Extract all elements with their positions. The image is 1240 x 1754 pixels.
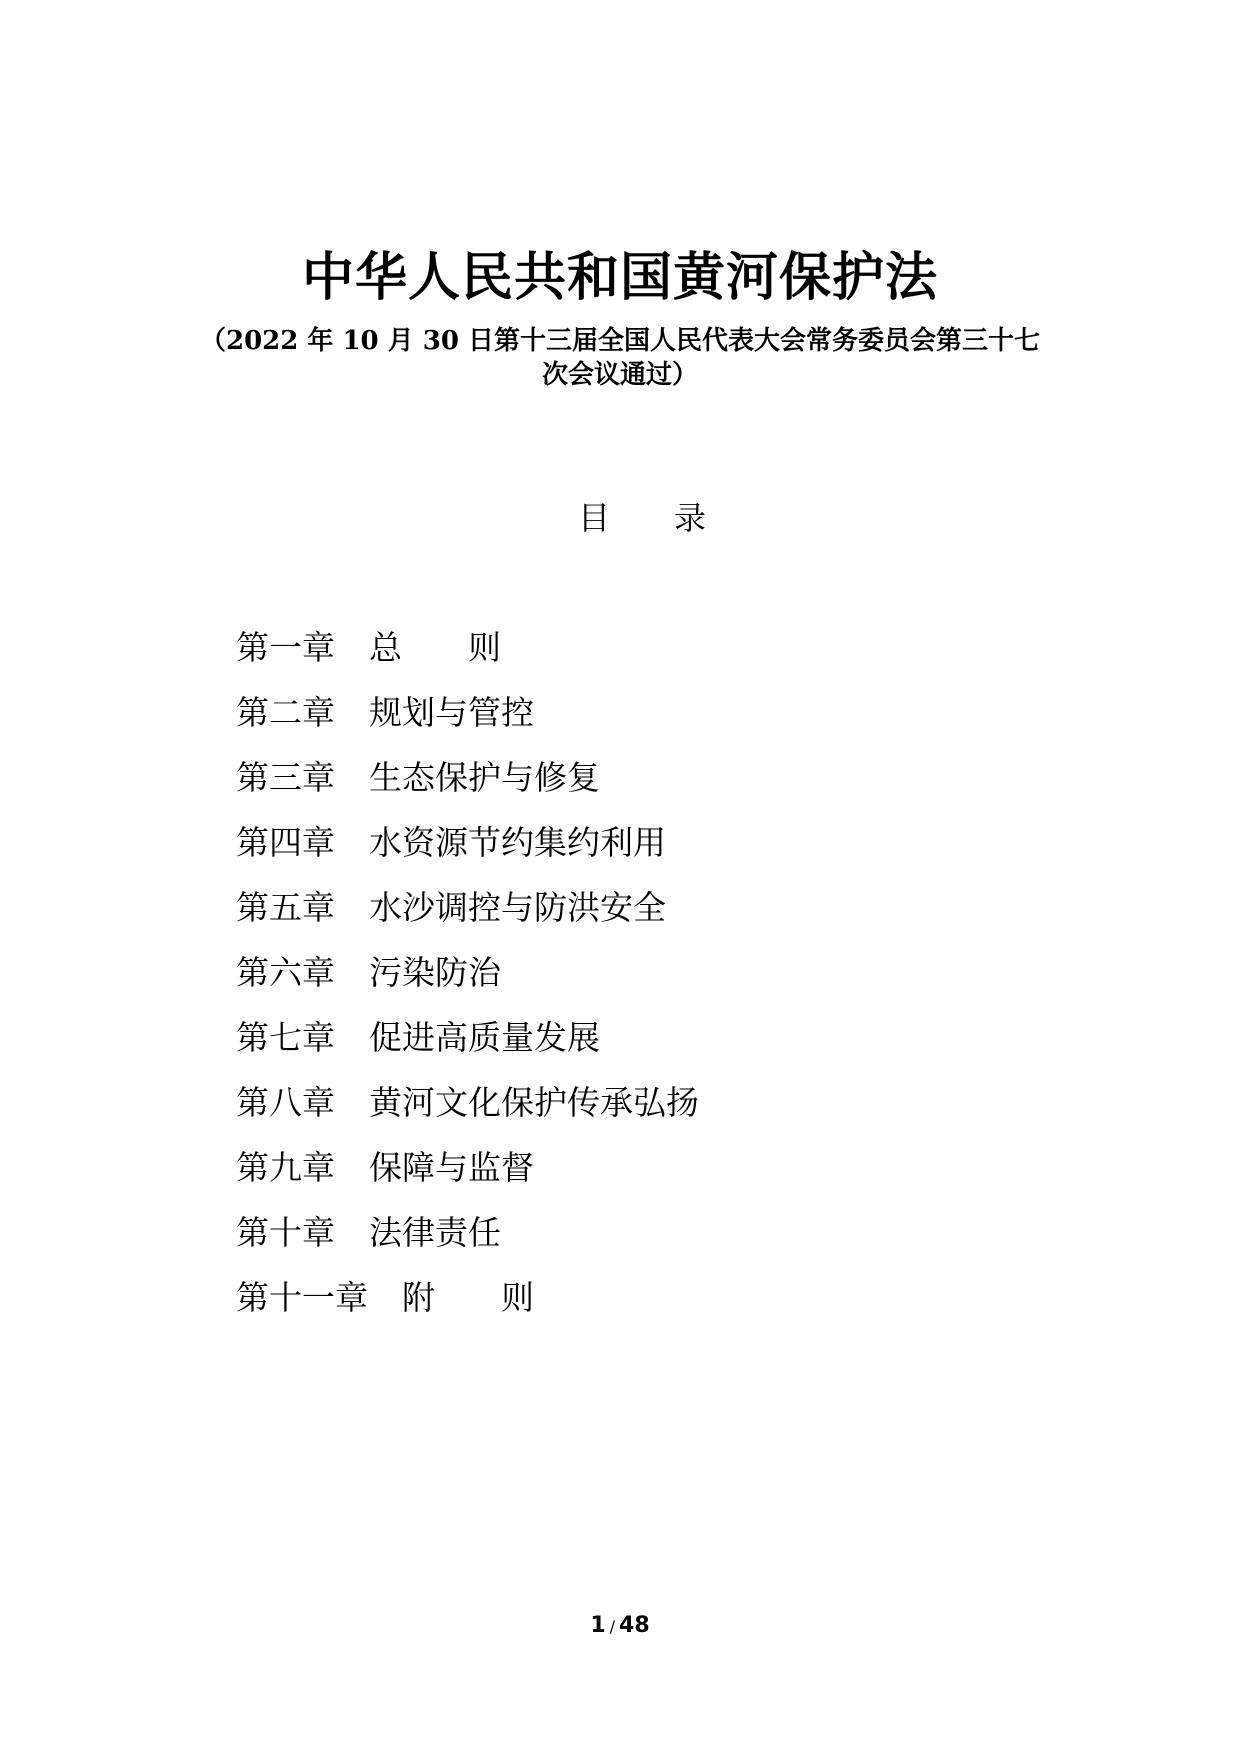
toc-chapter-title: 水沙调控与防洪安全: [369, 888, 666, 927]
table-of-contents: [236, 624, 699, 1339]
total-pages: 48: [619, 1613, 650, 1638]
toc-item-9: [236, 1144, 699, 1209]
toc-item-1: [236, 624, 699, 689]
toc-chapter-title: 保障与监督: [369, 1148, 534, 1187]
toc-item-7: [236, 1014, 699, 1079]
toc-chapter-number: 第一章: [236, 628, 335, 667]
toc-heading: [0, 498, 1240, 538]
toc-chapter-number: 第九章: [236, 1148, 335, 1187]
toc-chapter-title: 生态保护与修复: [369, 758, 600, 797]
toc-chapter-title-part-a: 总: [369, 628, 402, 667]
toc-item-3: [236, 754, 699, 819]
toc-item-10: [236, 1209, 699, 1274]
subtitle-line-2: 次会议通过）: [541, 360, 698, 390]
document-title: 中华人民共和国黄河保护法: [301, 248, 938, 308]
toc-chapter-title: 促进高质量发展: [369, 1018, 600, 1057]
toc-item-2: [236, 689, 699, 754]
toc-chapter-title-part-b: 则: [468, 628, 501, 667]
toc-heading-right: 录: [674, 499, 707, 537]
toc-item-6: [236, 949, 699, 1014]
toc-chapter-number: 第三章: [236, 758, 335, 797]
toc-chapter-number: 第四章: [236, 823, 335, 862]
toc-chapter-title: 水资源节约集约利用: [369, 823, 666, 862]
toc-heading-left: 目: [577, 499, 610, 537]
toc-chapter-title-part-a: 附: [402, 1278, 435, 1317]
toc-chapter-number: 第七章: [236, 1018, 335, 1057]
toc-item-11: [236, 1274, 699, 1339]
subtitle-line-1: （2022 年 10 月 30 日第十三届全国人民代表大会常务委员会第三十七: [200, 326, 1040, 356]
toc-chapter-title: 污染防治: [369, 953, 501, 992]
toc-item-4: [236, 819, 699, 884]
toc-chapter-number: 第十章: [236, 1213, 335, 1252]
page-separator: /: [609, 1617, 616, 1636]
toc-chapter-number: 第八章: [236, 1083, 335, 1122]
toc-chapter-number: 第十一章: [236, 1278, 368, 1317]
toc-chapter-title: 法律责任: [369, 1213, 501, 1252]
toc-chapter-title: 黄河文化保护传承弘扬: [369, 1083, 699, 1122]
toc-item-5: [236, 884, 699, 949]
toc-item-8: [236, 1079, 699, 1144]
toc-chapter-number: 第二章: [236, 693, 335, 732]
current-page-number: 1: [590, 1613, 606, 1638]
page-number-footer: [0, 1612, 1240, 1641]
document-subtitle: [190, 324, 1050, 392]
toc-chapter-title-part-b: 则: [501, 1278, 534, 1317]
toc-chapter-number: 第六章: [236, 953, 335, 992]
toc-chapter-number: 第五章: [236, 888, 335, 927]
toc-chapter-title: 规划与管控: [369, 693, 534, 732]
